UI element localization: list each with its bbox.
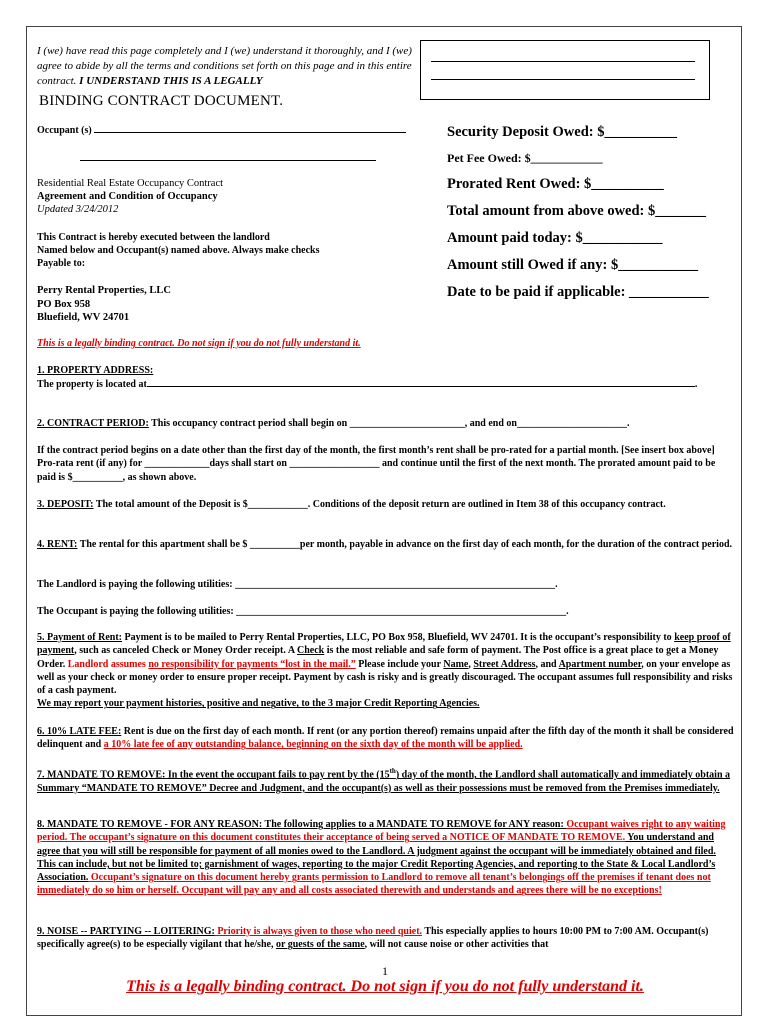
any-reason-red-2: Occupant’s signature on this document hereby grants permission to Landlord to remove all tenant’s belongings off the premises if tenant does not immediately do so him or herself. Occupant will pay any and all costs associated therewith and understands and agrees there will be no exceptions! bbox=[37, 872, 711, 897]
section-mandate-to-remove bbox=[37, 765, 735, 795]
noise-title: 9. NOISE -- PARTYING -- LOITERING: bbox=[37, 926, 215, 937]
section-mandate-any-reason bbox=[37, 818, 735, 898]
property-address-title: 1. PROPERTY ADDRESS: bbox=[37, 365, 154, 376]
contract-type: Residential Real Estate Occupancy Contract bbox=[37, 178, 224, 189]
late-fee-red: a 10% late fee of any outstanding balance, beginning on the sixth day of the month will be applied. bbox=[103, 739, 523, 751]
mandate-text-b: ) day of the month, the Landlord shall automatically and immediately obtain a Summary “MANDATE TO REMOVE” Decree and Judgment, and the occupant(s) as well as their possessions must be removed from the Premises immediately. bbox=[37, 769, 731, 794]
signature-box[interactable] bbox=[420, 40, 710, 100]
payment-comma-1: , bbox=[468, 658, 474, 670]
contract-period-title: 2. CONTRACT PERIOD: bbox=[37, 418, 149, 429]
contract-agreement: Agreement and Condition of Occupancy bbox=[37, 191, 218, 202]
occupant-label: Occupant (s) bbox=[37, 125, 92, 136]
amount-paid-today[interactable]: Amount paid today: $___________ bbox=[447, 230, 663, 246]
executed-line-3: Payable to: bbox=[37, 258, 86, 269]
payment-check: Check bbox=[297, 645, 325, 657]
occupant-utilities[interactable]: The Occupant is paying the following utilities: __________________________________________________________________. bbox=[37, 606, 569, 617]
late-fee-text: Rent is due on the first day of each month. If rent (or any portion thereof) remains unpaid after the fifth day of the month it shall be considered delinquent and bbox=[37, 726, 734, 751]
amount-still-owed[interactable]: Amount still Owed if any: $___________ bbox=[447, 257, 698, 273]
payment-name: Name bbox=[443, 658, 469, 670]
binding-title: BINDING CONTRACT DOCUMENT. bbox=[39, 93, 284, 109]
property-address-line[interactable] bbox=[147, 377, 695, 387]
mandate-sup: th bbox=[389, 767, 396, 775]
landlord-name: Perry Rental Properties, LLC bbox=[37, 285, 171, 296]
landlord-address bbox=[37, 284, 171, 325]
noise-red: Priority is always given to those who need quiet. bbox=[214, 926, 423, 937]
signature-line-1[interactable] bbox=[431, 61, 695, 62]
noise-guests: or guests of the same bbox=[275, 939, 365, 951]
occupant-line-1[interactable] bbox=[94, 123, 406, 133]
executed-text bbox=[37, 231, 407, 270]
section-deposit bbox=[37, 498, 735, 511]
contract-info bbox=[37, 177, 223, 216]
payment-text-4: Please include your bbox=[355, 658, 444, 670]
mandate-text-a: 7. MANDATE TO REMOVE: In the event the occupant fails to pay rent by the (15 bbox=[37, 769, 390, 781]
pet-fee-owed[interactable]: Pet Fee Owed: $____________ bbox=[447, 151, 603, 165]
page-number: 1 bbox=[382, 964, 388, 978]
payment-title: 5. Payment of Rent: bbox=[37, 632, 122, 643]
occupant-field[interactable] bbox=[37, 123, 406, 137]
any-reason-red-1: Occupant waives right to any waiting period. The occupant’s signature on this document constitutes their acceptance of being served a NOTICE OF MANDATE TO REMOVE. bbox=[37, 819, 726, 844]
noise-text-1: This especially applies to hours 10:00 PM to 7:00 AM. Occupant(s) specifically agree(s) to be especially vigilant that he/she, bbox=[37, 926, 709, 951]
signature-line-2[interactable] bbox=[431, 79, 695, 80]
acknowledgement-text bbox=[37, 44, 422, 89]
landlord-po-box: PO Box 958 bbox=[37, 298, 91, 310]
prorated-rent-owed[interactable]: Prorated Rent Owed: $__________ bbox=[447, 176, 664, 192]
landlord-utilities[interactable]: The Landlord is paying the following utilities: ________________________________________________________________. bbox=[37, 579, 558, 590]
late-fee-title: 6. 10% LATE FEE: bbox=[37, 726, 122, 737]
property-address-end: . bbox=[694, 379, 698, 391]
payment-proof: keep proof of payment bbox=[37, 632, 731, 657]
any-reason-text-2: You understand and agree that you will still be responsible for payment of all monies owed to the Landlord. A judgment against the occupant will be immediately obtained and filed. This can include, but not be limited to; garnishment of wages, reporting to the major Credit Reporting Agencies, and reporting to the State & Local Landlord’s Association. bbox=[37, 832, 716, 884]
total-amount-owed[interactable]: Total amount from above owed: $_______ bbox=[447, 203, 706, 219]
section-payment-of-rent bbox=[37, 631, 735, 711]
payment-text-1: Payment is to be mailed to Perry Rental Properties, LLC, PO Box 958, Bluefield, WV 24701. It is the occupant’s responsibility to bbox=[124, 632, 675, 643]
rent-text: The rental for this apartment shall be $ __________per month, payable in advance on the first day of each month, for the duration of the contract period. bbox=[79, 539, 733, 550]
any-reason-title: 8. MANDATE TO REMOVE - FOR ANY REASON: bbox=[37, 819, 263, 830]
executed-line-2: Named below and Occupant(s) named above. Always make checks bbox=[37, 245, 320, 256]
deposit-title: 3. DEPOSIT: bbox=[37, 499, 94, 510]
section-property-address bbox=[37, 364, 735, 392]
payment-credit-report: We may report your payment histories, positive and negative, to the 3 major Credit Reporting Agencies. bbox=[37, 698, 480, 710]
date-to-be-paid[interactable]: Date to be paid if applicable: ___________ bbox=[447, 284, 709, 300]
section-noise bbox=[37, 925, 735, 952]
contract-period-text: This occupancy contract period shall begin on _______________________, and end on______________________. bbox=[151, 418, 630, 429]
section-contract-period bbox=[37, 417, 735, 430]
rent-title: 4. RENT: bbox=[37, 539, 78, 550]
payment-text-2: , such as canceled Check or Money Order receipt. A bbox=[74, 645, 297, 657]
property-address-label: The property is located at bbox=[37, 379, 147, 391]
payment-street: Street Address bbox=[473, 658, 536, 670]
payment-apartment: Apartment number bbox=[558, 658, 642, 670]
any-reason-text-1: The following applies to a MANDATE TO REMOVE for ANY reason: bbox=[262, 819, 567, 830]
security-deposit-owed[interactable]: Security Deposit Owed: $__________ bbox=[447, 124, 677, 140]
prorate-paragraph: If the contract period begins on a date other than the first day of the month, the first month’s rent shall be pro-rated for a partial month. [See insert box above] Pro-rata rent (if any) for _____________days shall start on __________________ and continue until the first of the next month. The prorated amount paid to be paid is $__________, as shown above. bbox=[37, 445, 716, 483]
noise-text-2: , will not cause noise or other activities that bbox=[364, 939, 549, 951]
landlord-city: Bluefield, WV 24701 bbox=[37, 312, 130, 323]
executed-line-1: This Contract is hereby executed between the landlord bbox=[37, 232, 270, 243]
deposit-text: The total amount of the Deposit is $____________. Conditions of the deposit return are outlined in Item 38 of this occupancy contract. bbox=[95, 499, 666, 510]
payment-text-3: is the most reliable and safe form of payment. The Post office is a great place to get a Money Order. bbox=[37, 645, 719, 670]
payment-landlord-assumes: Landlord assumes bbox=[67, 658, 149, 670]
contract-updated: Updated 3/24/2012 bbox=[37, 204, 119, 215]
acknowledgement-bold: I UNDERSTAND THIS IS A LEGALLY bbox=[79, 75, 263, 87]
legal-warning: This is a legally binding contract. Do not sign if you do not fully understand it. bbox=[37, 338, 361, 349]
footer-warning: This is a legally binding contract. Do not sign if you do not fully understand it. bbox=[126, 978, 644, 995]
occupant-line-2[interactable] bbox=[80, 160, 376, 161]
section-late-fee bbox=[37, 725, 735, 752]
payment-text-5: , on your envelope as well as your check or money order to ensure proper receipt. Payment by cash is risky and is greatly discouraged. The occupant assumes full responsibility and risks of a cash payment. bbox=[37, 658, 733, 697]
payment-comma-2: , and bbox=[535, 658, 559, 670]
acknowledgement-body: I (we) have read this page completely and I (we) understand it thoroughly, and I (we) agree to abide by all the terms and conditions set forth on this page and in this entire contract. bbox=[37, 45, 412, 87]
payment-no-responsibility: no responsibility for payments “lost in the mail.” bbox=[148, 658, 356, 670]
section-rent bbox=[37, 538, 735, 551]
